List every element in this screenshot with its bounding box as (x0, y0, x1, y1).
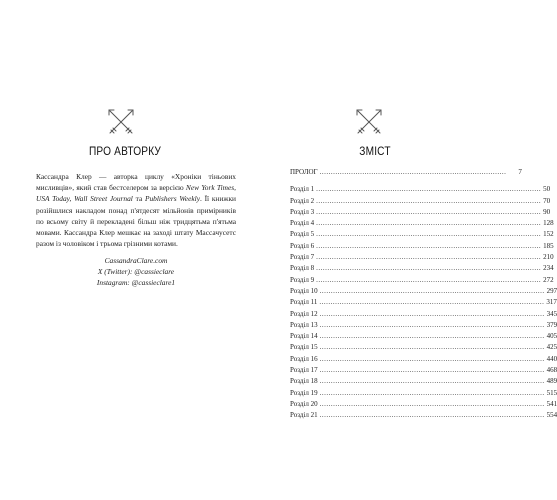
author-bio: Кассандра Клер — авторка циклу «Хроніки тіньових мисливців», який став бестселером за версією New York Times, USA Today, Wall Street Journal та Publishers Weekly. Її книжки розійшлися накладом понад п'ятдесят мільйонів примірників по всьому світу й перекладені більш ніж тридцятьма п'ятьма мовами. Кассандра Клер мешкає на заході штату Массачусетс разом із чоловіком і трьома грізними котами. (36, 172, 236, 249)
toc-entry: Розділ 13 .................................................................................................... 379 (290, 320, 557, 329)
toc-entry: Розділ 20 .................................................................................................... 541 (290, 399, 557, 408)
toc-entry: Розділ 7 .................................................................................................... 210 (290, 253, 554, 262)
toc-entry: Розділ 15 .................................................................................................... 425 (290, 343, 557, 352)
about-author-title: ПРО АВТОРКУ (88, 146, 162, 158)
toc-entry: Розділ 2 .................................................................................................... 70 (290, 196, 551, 205)
right-page (250, 0, 557, 500)
author-links (36, 255, 236, 289)
toc-entry: Розділ 10 .................................................................................................... 297 (290, 286, 557, 295)
crossed-arrows-icon (354, 107, 384, 137)
left-page (0, 0, 250, 500)
toc-entry: Розділ 9 .................................................................................................... 272 (290, 275, 554, 284)
table-of-contents (290, 168, 557, 423)
toc-entry: Розділ 11 .................................................................................................... 317 (290, 298, 557, 307)
toc-entry: Розділ 4 .................................................................................................... 128 (290, 219, 554, 228)
twitter-handle: X (Twitter): @cassieclare (97, 267, 175, 277)
toc-entry-prologue: ПРОЛОГ ................................................................................... 7 (290, 168, 522, 176)
toc-entry: Розділ 17 .................................................................................................... 468 (290, 366, 557, 375)
toc-entry: Розділ 21 .................................................................................................... 554 (290, 411, 557, 420)
toc-entry: Розділ 6 .................................................................................................... 185 (290, 241, 554, 250)
toc-entry: Розділ 18 .................................................................................................... 489 (290, 377, 557, 386)
toc-entry: Розділ 19 .................................................................................................... 515 (290, 388, 557, 397)
toc-entry: Розділ 1 .................................................................................................... 50 (290, 185, 551, 194)
toc-entry: Розділ 3 .................................................................................................... 90 (290, 207, 551, 216)
toc-entry: Розділ 14 .................................................................................................... 405 (290, 332, 557, 341)
contents-title: ЗМІСТ (359, 146, 391, 158)
website-link: CassandraClare.com (104, 256, 168, 265)
instagram-handle: Instagram: @cassieclare1 (96, 278, 176, 288)
toc-entry: Розділ 12 .................................................................................................... 345 (290, 309, 557, 318)
toc-entry: Розділ 16 .................................................................................................... 440 (290, 354, 557, 363)
toc-entry: Розділ 5 .................................................................................................... 152 (290, 230, 554, 239)
toc-entry: Розділ 8 .................................................................................................... 234 (290, 264, 554, 273)
crossed-arrows-icon (106, 107, 136, 137)
